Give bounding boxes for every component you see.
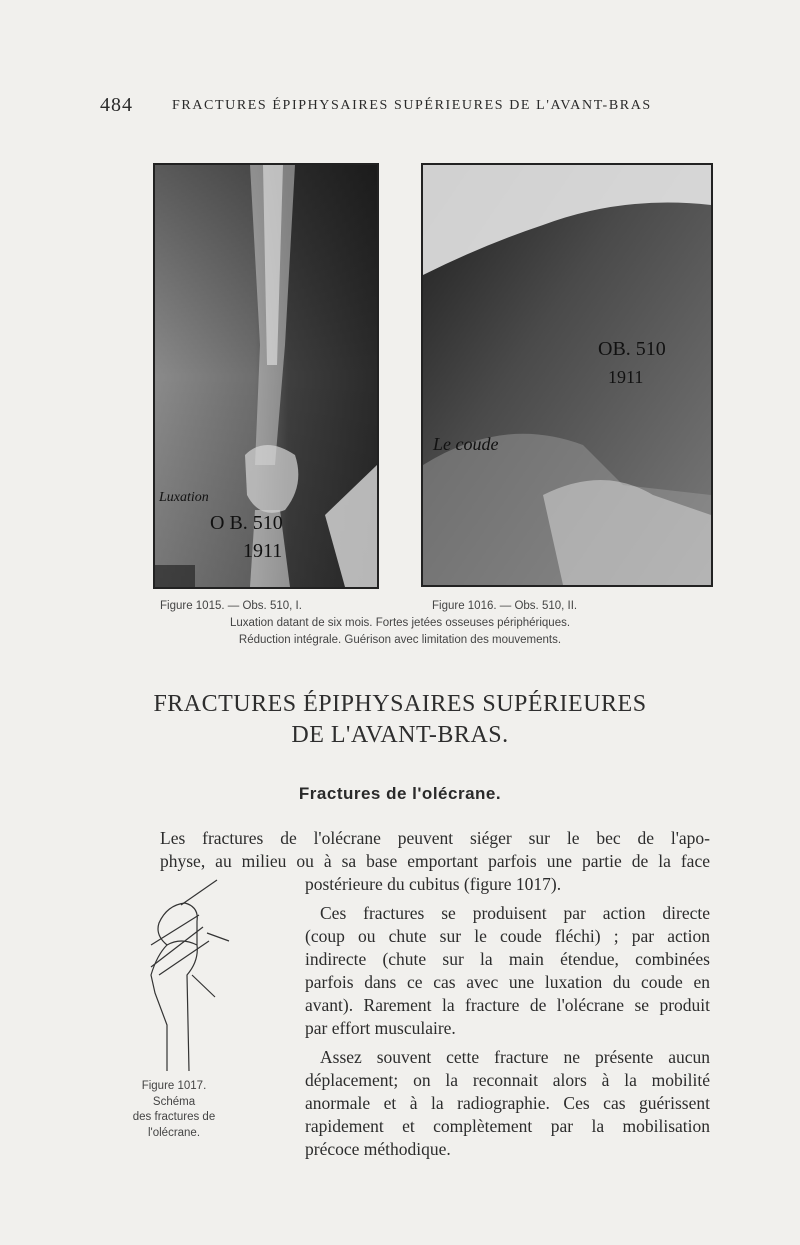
xray-figure-1015 [153,163,379,589]
xray-handwriting: OB. 510 [598,338,666,360]
body-text-line: avant). Rarement la fracture de l'olécrane se produit [305,995,710,1015]
figure-1017-caption: des fractures de [132,1111,216,1123]
body-text-line: anormale et à la radiographie. Ces cas guérissent [305,1093,710,1113]
figure-1017-caption: Figure 1017. [141,1080,207,1092]
section-heading: Fractures de l'olécrane. [298,784,502,803]
figure-caption-line: Réduction intégrale. Guérison avec limitation des mouvements. [238,634,562,646]
body-text-line: rapidement et complètement par la mobilisation [305,1116,710,1136]
body-text-line: Ces fractures se produisent par action directe [320,903,710,923]
body-text-line: parfois dans ce cas avec une luxation du coude en [305,972,710,992]
page-header [100,94,720,116]
xray-handwriting: Le coude [433,434,499,454]
figure-1017-caption: l'olécrane. [147,1127,201,1139]
chapter-title: FRACTURES ÉPIPHYSAIRES SUPÉRIEURES [153,691,647,717]
xray-handwriting: Luxation [159,490,209,505]
chapter-title: DE L'AVANT-BRAS. [291,722,509,748]
body-text-line: Les fractures de l'olécrane peuvent siéger sur le bec de l'apo- [160,828,710,848]
xray-handwriting: O B. 510 [210,512,283,534]
figure-1016-label: Figure 1016. — Obs. 510, II. [432,600,578,612]
body-text-line: postérieure du cubitus (figure 1017). [305,874,562,894]
body-text-line: physe, au milieu ou à sa base emportant parfois une partie de la face [160,851,710,871]
xray-handwriting: 1911 [243,540,283,562]
olecranon-fracture-schema [137,875,232,1075]
body-text-line: Assez souvent cette fracture ne présente aucun [320,1047,710,1067]
figure-caption-line: Luxation datant de six mois. Fortes jetées osseuses périphériques. [229,617,571,629]
body-text-line: déplacement; on la reconnait alors à la mobilité [305,1070,710,1090]
body-text-line: indirecte (chute sur la main étendue, combinées [305,949,710,969]
figure-1017-caption: Schéma [152,1096,196,1108]
page-number: 484 [100,94,133,116]
body-text-line: (coup ou chute sur le coude fléchi) ; par action [305,926,710,946]
xray-handwriting: 1911 [608,367,644,387]
body-text-line: par effort musculaire. [305,1018,456,1038]
running-title: FRACTURES ÉPIPHYSAIRES SUPÉRIEURES DE L'AVANT-BRAS [172,98,652,113]
xray-figure-1016 [421,163,713,587]
body-text-line: précoce méthodique. [305,1139,451,1159]
figure-1015-label: Figure 1015. — Obs. 510, I. [160,600,302,612]
